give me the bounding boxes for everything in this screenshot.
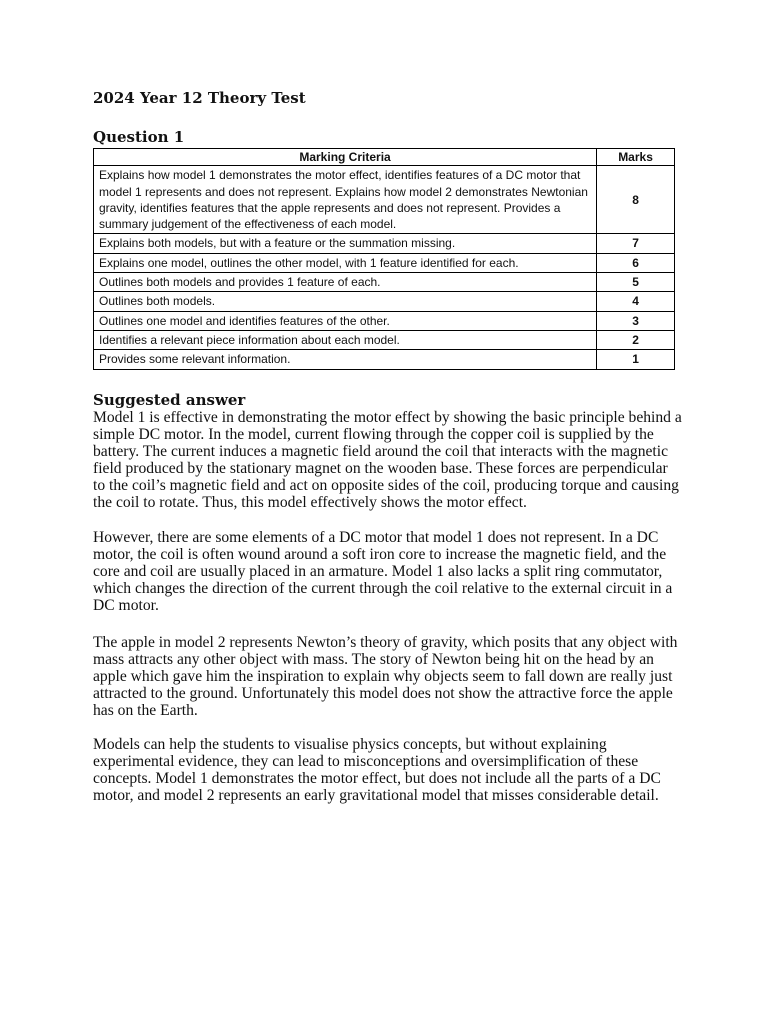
table-row [94, 234, 675, 253]
marks-cell: 1 [597, 350, 675, 369]
marks-column-header: Marks [597, 149, 675, 166]
table-row [94, 273, 675, 292]
table-header-row [94, 149, 675, 166]
marks-cell: 8 [597, 166, 675, 234]
document-title: 2024 Year 12 Theory Test [93, 89, 306, 107]
suggested-answer-heading: Suggested answer [93, 390, 246, 409]
answer-paragraph: The apple in model 2 represents Newton’s theory of gravity, which posits that any object with mass attracts any other object with mass. The story of Newton being hit on the head by an apple which gave him the inspiration to explain why objects seem to fall down are really just attracted to the ground. Unfortunately this model does not show the attractive force the apple has on the Earth. [93, 633, 678, 719]
marks-cell: 4 [597, 292, 675, 311]
marks-cell: 7 [597, 234, 675, 253]
table-row [94, 253, 675, 272]
answer-paragraph: Models can help the students to visualise physics concepts, but without explaining experimental evidence, they can lead to misconceptions and oversimplification of these concepts. Model 1 demonstrates the motor effect, but does not include all the parts of a DC motor, and model 2 represents an early gravitational model that misses considerable detail. [93, 735, 661, 804]
criteria-cell: Outlines both models and provides 1 feature of each. [94, 273, 597, 292]
criteria-cell: Outlines one model and identifies features of the other. [94, 311, 597, 330]
criteria-cell: Explains both models, but with a feature or the summation missing. [94, 234, 597, 253]
marks-cell: 2 [597, 330, 675, 349]
document-page [93, 88, 683, 804]
marks-cell: 6 [597, 253, 675, 272]
table-row [94, 350, 675, 369]
criteria-cell: Explains one model, outlines the other model, with 1 feature identified for each. [94, 253, 597, 272]
marking-criteria-table [93, 148, 675, 370]
answer-paragraph: However, there are some elements of a DC motor that model 1 does not represent. In a DC motor, the coil is often wound around a soft iron core to increase the magnetic field, and the core and coil are usually placed in an armature. Model 1 also lacks a split ring commutator, which changes the direction of the current through the coil relative to the external circuit in a DC motor. [93, 528, 673, 614]
criteria-column-header: Marking Criteria [94, 149, 597, 166]
marks-cell: 3 [597, 311, 675, 330]
criteria-cell: Explains how model 1 demonstrates the motor effect, identifies features of a DC motor that model 1 represents and does not represent. Explains how model 2 demonstrates Newtonian gravity, identifies features that the apple represents and does not represent. Provides a summary judgement of the effectiveness of each model. [94, 166, 597, 234]
question-heading: Question 1 [93, 128, 185, 146]
table-row [94, 292, 675, 311]
criteria-cell: Identifies a relevant piece information about each model. [94, 330, 597, 349]
table-row [94, 166, 675, 234]
criteria-cell: Provides some relevant information. [94, 350, 597, 369]
table-row [94, 330, 675, 349]
answer-paragraph: Model 1 is effective in demonstrating the motor effect by showing the basic principle behind a simple DC motor. In the model, current flowing through the copper coil is supplied by the battery. The current induces a magnetic field around the coil that interacts with the magnetic field produced by the stationary magnet on the wooden base. These forces are perpendicular to the coil’s magnetic field and act on opposite sides of the coil, producing torque and causing the coil to rotate. Thus, this model effectively shows the motor effect. [93, 408, 682, 511]
table-row [94, 311, 675, 330]
criteria-cell: Outlines both models. [94, 292, 597, 311]
marks-cell: 5 [597, 273, 675, 292]
